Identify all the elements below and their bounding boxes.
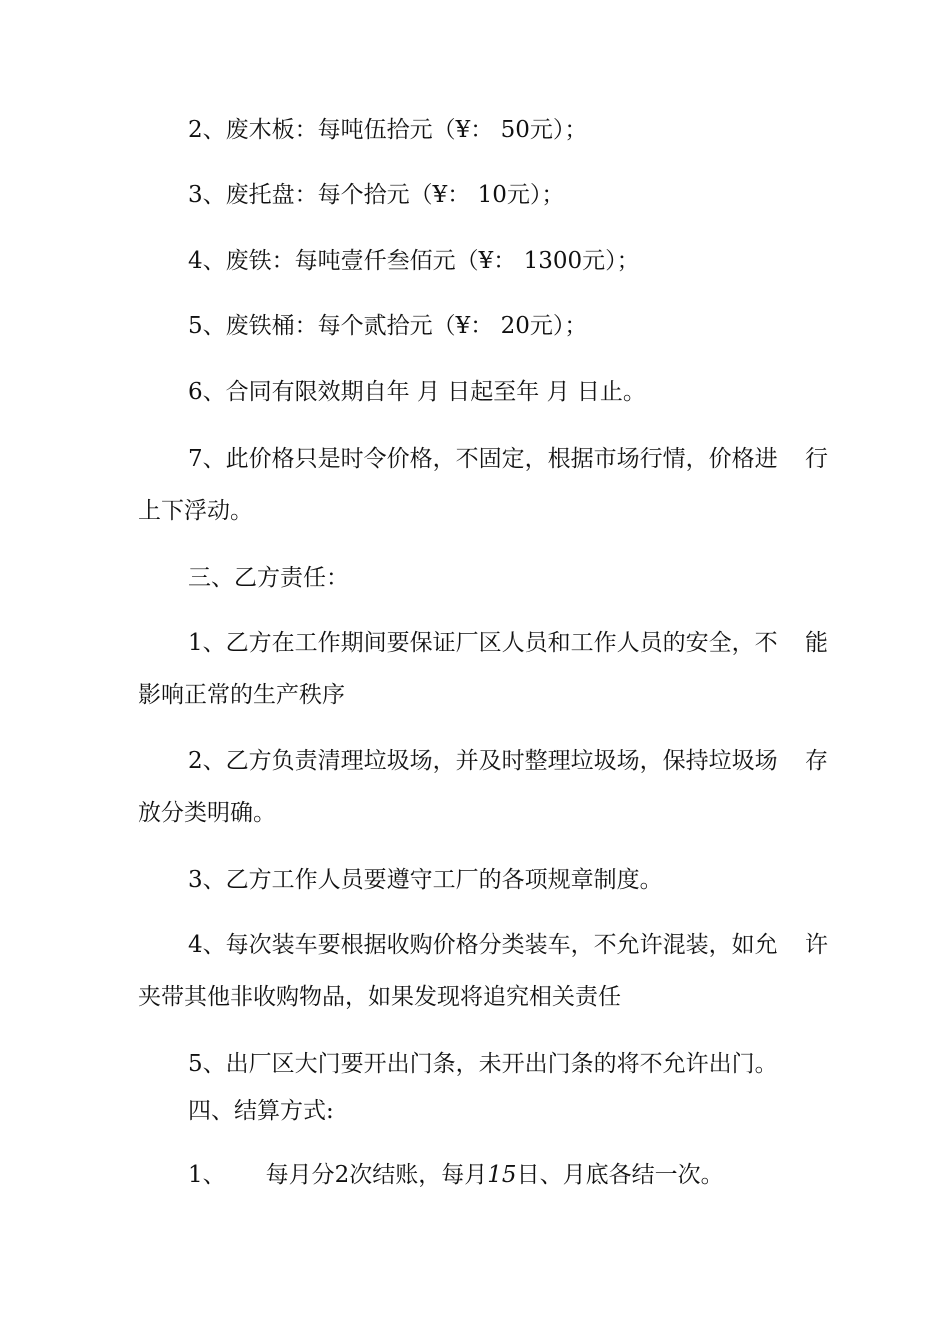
text-end: 日、月底各结一次。 [516,1162,724,1188]
price-item-iron [188,246,828,276]
price-item-wood [188,115,828,145]
section-heading-party-b [188,563,828,593]
text: 6、合同有限效期自年 月 日起至年 月 日止。 [188,379,646,405]
price-note-line-1 [188,444,828,474]
text-tail: 许 [805,932,828,958]
text: 夹带其他非收购物品，如果发现将追究相关责任 [138,984,621,1010]
text: 3、乙方工作人员要遵守工厂的各项规章制度。 [188,867,663,893]
text: 每月分2次结账，每月 [265,1162,488,1188]
text-tail: 存 [805,748,828,774]
price-note-line-2 [138,496,828,526]
text: 四、结算方式: [188,1098,334,1124]
duty-5 [188,1049,828,1079]
text: 放分类明确。 [138,800,276,826]
text-tail: 能 [805,630,828,656]
price-item-iron-barrel [188,311,828,341]
text: 2、乙方负责清理垃圾场，并及时整理垃圾场，保持垃圾场 [188,748,778,774]
duty-4-line-1 [188,930,828,960]
section-heading-settlement [188,1096,828,1126]
text: 4、废铁：每吨壹仟叁佰元（¥： 1300元）； [188,248,640,274]
text: 影响正常的生产秩序 [138,682,345,708]
text: 上下浮动。 [138,498,253,524]
text-tail: 行 [805,446,828,472]
day-number: 15 [487,1162,517,1188]
item-number: 1、 [188,1162,226,1188]
duty-3 [188,865,828,895]
text: 5、废铁桶：每个贰拾元（¥： 20元）； [188,313,588,339]
settlement-item-1 [188,1160,828,1190]
text: 1、乙方在工作期间要保证厂区人员和工作人员的安全，不 [188,630,778,656]
text: 7、此价格只是时令价格，不固定，根据市场行情，价格进 [188,446,778,472]
text: 4、每次装车要根据收购价格分类装车，不允许混装，如允 [188,932,778,958]
duty-1-line-2 [138,680,828,710]
contract-validity [188,377,828,407]
text: 5、出厂区大门要开出门条，未开出门条的将不允许出门。 [188,1051,778,1077]
duty-4-line-2 [138,982,828,1012]
text: 3、废托盘：每个拾元（¥： 10元）； [188,182,565,208]
duty-1-line-1 [188,628,828,658]
text: 三、乙方责任： [188,565,349,591]
duty-2-line-1 [188,746,828,776]
text: 2、废木板：每吨伍拾元（¥： 50元）； [188,117,588,143]
price-item-pallet [188,180,828,210]
duty-2-line-2 [138,798,828,828]
